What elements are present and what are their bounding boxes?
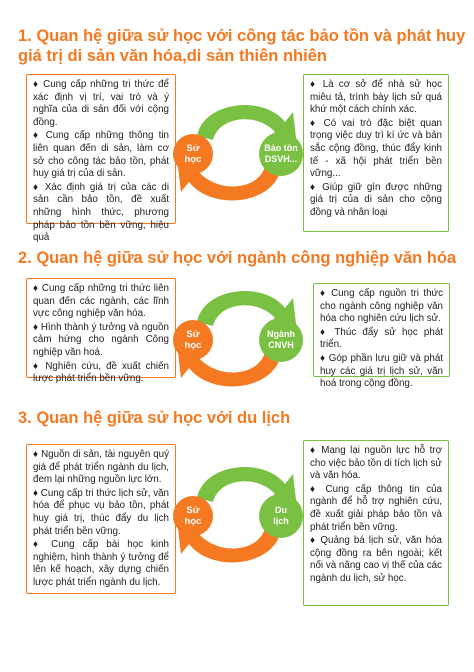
section-3-title: 3. Quan hệ giữa sử học với du lịch — [18, 409, 291, 427]
right-circle-label: Du lịch — [273, 505, 289, 526]
section-2-cycle-diagram — [163, 268, 313, 408]
section-2-right-item: ♦ Thúc đẩy sử học phát triển. — [320, 326, 443, 351]
section-3-right-box — [303, 440, 449, 606]
section-1-left-box — [26, 74, 176, 244]
section-2-left-box — [26, 278, 176, 385]
section-2-left-item: ♦ Hình thành ý tưởng và nguồn cảm hứng cho ngành Công nghiệp văn hoá. — [33, 321, 169, 358]
section-2-right-item: ♦ Cung cấp nguồn tri thức cho ngành công nghiệp văn hóa cho nghiên cứu lịch sử. — [320, 288, 443, 325]
section-1-cycle-diagram — [163, 82, 313, 222]
section-1-title: 1. Quan hệ giữa sử học với công tác bảo tồn và phát huy giá trị di sản văn hóa,di sản thiên nhiên — [18, 27, 466, 65]
section-3-left-item: ♦ Cung cấp tri thức lịch sử, văn hóa để phục vụ bảo tồn, phát huy giá trị, thúc đẩy du lịch phát triển bền vững. — [33, 487, 169, 537]
section-2-title: 2. Quan hệ giữa sử học với ngành công nghiệp văn hóa — [18, 249, 457, 267]
section-2-right-item: ♦ Góp phần lưu giữ và phát huy các giá trị lịch sử, văn hoá trong cộng đồng. — [320, 352, 443, 390]
section-1-right-item: ♦ Giúp giữ gìn được những giá trị của di sản cho cộng đồng và nhân loại — [310, 181, 442, 218]
left-circle-label: Sử học — [184, 329, 202, 351]
section-3-left-item: ♦ Nguồn di sản, tài nguyên quý giá để phát triển ngành du lịch, đem lại những nguồn lực lớn. — [33, 449, 169, 486]
section-2-right-box — [313, 283, 450, 390]
right-circle-label: Ngành CNVH — [267, 329, 295, 350]
section-1-right-box — [303, 74, 449, 232]
section-1-left-item: ♦ Cung cấp những thông tin liên quan đến di sản, làm cơ sở cho công tác bảo tồn, phát huy giá trị của di sản. — [33, 130, 169, 180]
section-1-right-item: ♦ Là cơ sở để nhà sử học miêu tả, trình bày lịch sử quá khứ một cách chính xác. — [310, 79, 442, 116]
section-1-right-item: ♦ Có vai trò đặc biệt quan trọng việc duy trì kí ức và bản sắc cộng đồng, thúc đẩy kinh tế - xã hội phát triển bền vững... — [310, 117, 442, 180]
section-3-left-item: ♦ Cung cấp bài học kinh nghiệm, hình thành ý tưởng để lên kế hoạch, xây dựng chiến lược phát triển ngành du lịch. — [33, 539, 169, 588]
section-3-cycle-diagram — [163, 444, 313, 584]
section-1-left-item: ♦ Cung cấp những tri thức để xác định vị trí, vai trò và ý nghĩa của di sản đối với cộng đồng. — [33, 79, 169, 128]
section-3-right-item: ♦ Mang lại nguồn lực hỗ trợ cho việc bảo tồn di tích lịch sử và văn hóa. — [310, 445, 442, 482]
section-2-left-item: ♦ Nghiên cứu, đề xuất chiến lược phát triển bền vững. — [33, 360, 169, 385]
right-circle-label: Bảo tồn DSVH... — [264, 143, 298, 164]
section-3-left-box — [26, 444, 176, 594]
section-3-right-item: ♦ Quảng bá lịch sử, văn hóa cộng đồng ra bên ngoài; kết nối và nâng cao vị thế của các ngành du lịch, sử học. — [310, 535, 442, 584]
left-circle-label: Sử học — [184, 505, 202, 527]
section-1-left-item: ♦ Xác định giá trị của các di sản cần bảo tồn, đề xuất những hình thức, phương pháp bảo tồn bền vững, hiệu quả — [33, 181, 169, 244]
section-3-right-item: ♦ Cung cấp thông tin của ngành để hỗ trợ nghiên cứu, đề xuất giải pháp bảo tồn và phát triển bền vững. — [310, 483, 442, 533]
left-circle-label: Sử học — [184, 143, 202, 165]
section-2-left-item: ♦ Cung cấp những tri thức liên quan đến các ngành, các lĩnh vực công nghiệp văn hóa. — [33, 283, 169, 320]
